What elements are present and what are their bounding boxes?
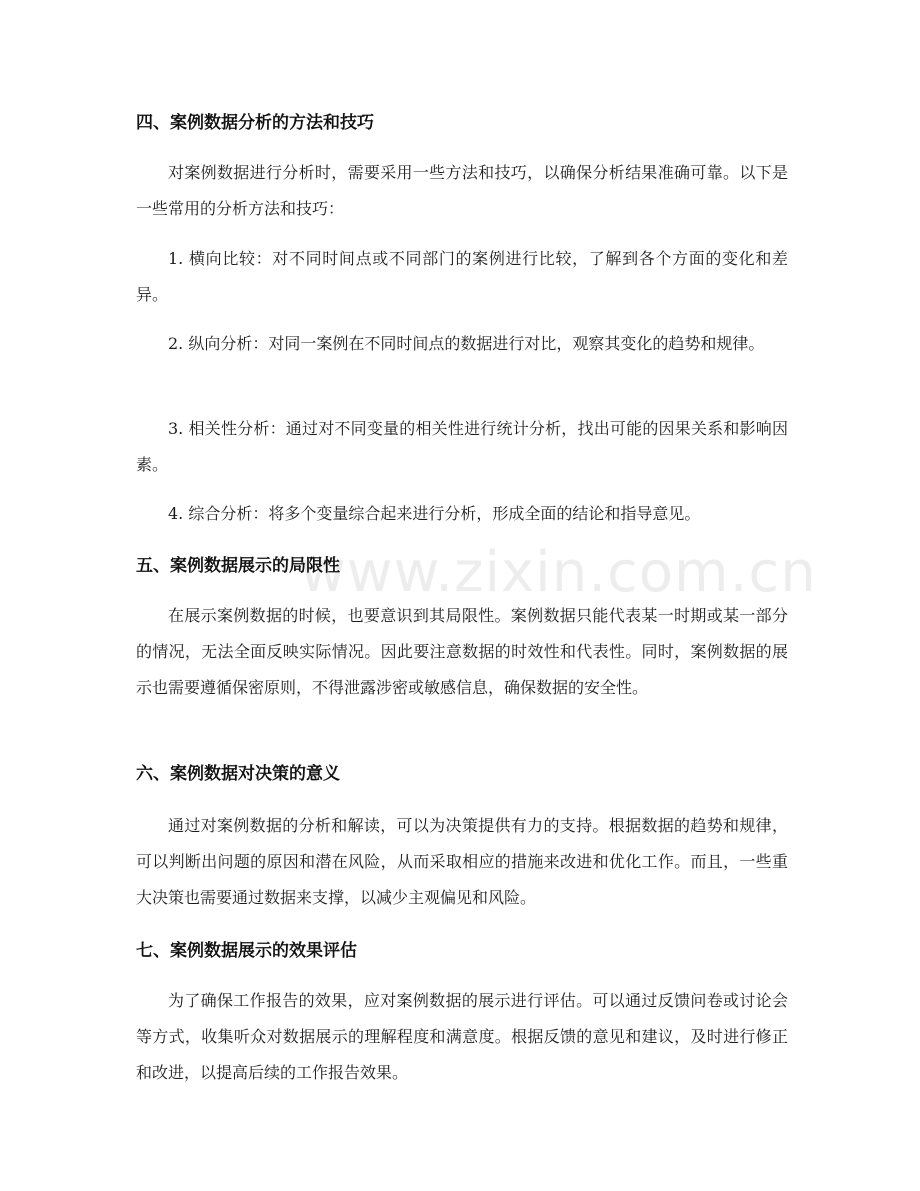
section-4-paragraph-item-2: 2. 纵向分析：对同一案例在不同时间点的数据进行对比，观察其变化的趋势和规律。 [168,334,765,353]
section-heading-7: 七、案例数据展示的效果评估 [136,941,357,961]
watermark: www.zixin.com.cn [300,540,817,605]
section-6-paragraph: 通过对案例数据的分析和解读，可以为决策提供有力的支持。根据数据的趋势和规律，可以判断出问题的原因和潜在风险，从而采取相应的措施来改进和优化工作。而且，一些重大决策也需要通过数据来支撑，以减少主观偏见和风险。 [136,816,788,907]
section-heading-4: 四、案例数据分析的方法和技巧 [136,113,374,133]
section-5-paragraph: 在展示案例数据的时候，也要意识到其局限性。案例数据只能代表某一时期或某一部分的情况，无法全面反映实际情况。因此要注意数据的时效性和代表性。同时，案例数据的展示也需要遵循保密原则，不得泄露涉密或敏感信息，确保数据的安全性。 [136,606,788,697]
section-4-paragraph-item-4: 4. 综合分析：将多个变量综合起来进行分析，形成全面的结论和指导意见。 [168,504,701,523]
section-heading-6: 六、案例数据对决策的意义 [136,764,340,784]
section-heading-5: 五、案例数据展示的局限性 [136,556,340,576]
section-4-paragraph-item-1: 1. 横向比较：对不同时间点或不同部门的案例进行比较，了解到各个方面的变化和差异。 [136,249,788,304]
section-4-paragraph-item-3: 3. 相关性分析：通过对不同变量的相关性进行统计分析，找出可能的因果关系和影响因素。 [136,419,788,474]
section-4-paragraph-intro: 对案例数据进行分析时，需要采用一些方法和技巧，以确保分析结果准确可靠。以下是一些常用的分析方法和技巧： [136,163,788,218]
section-7-paragraph: 为了确保工作报告的效果，应对案例数据的展示进行评估。可以通过反馈问卷或讨论会等方式，收集听众对数据展示的理解程度和满意度。根据反馈的意见和建议，及时进行修正和改进，以提高后续的工作报告效果。 [136,991,788,1082]
